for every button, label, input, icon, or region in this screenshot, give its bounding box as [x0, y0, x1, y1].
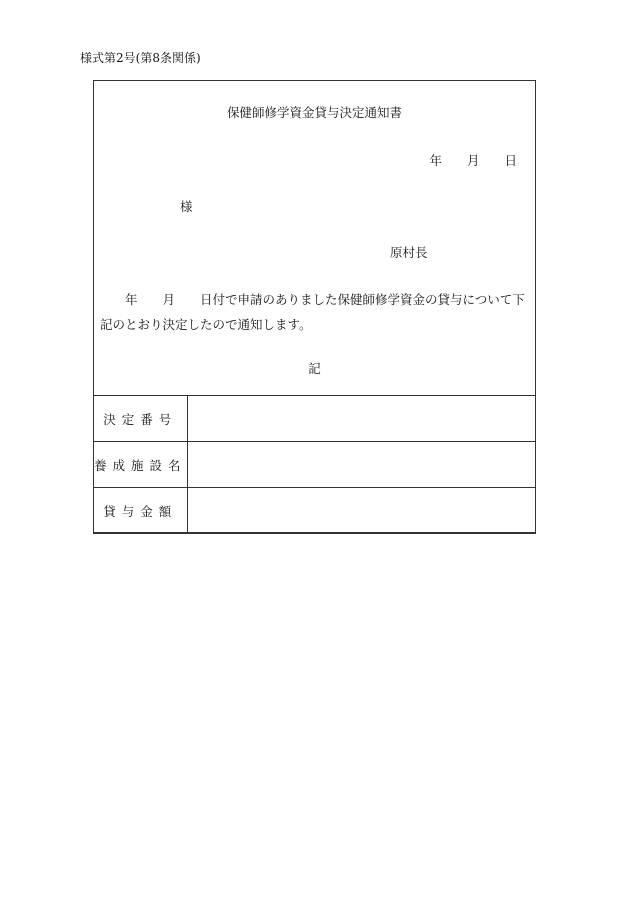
issuer: 原村長	[390, 245, 428, 260]
loan-amount-field[interactable]	[187, 488, 535, 534]
body-line-1: 年 月 日付で申請のありました保健師修学資金の貸与について下	[100, 292, 525, 307]
training-facility-label: 養成施設名	[94, 442, 188, 488]
table-row	[94, 396, 536, 442]
notice-form-box	[93, 80, 536, 533]
loan-amount-label: 貸与金額	[94, 488, 188, 534]
document-title: 保健師修学資金貸与決定通知書	[226, 105, 402, 120]
date-line: 年 月 日	[429, 153, 517, 168]
ki-heading: 記	[308, 361, 321, 376]
body-text	[100, 287, 529, 337]
details-table	[93, 395, 536, 534]
training-facility-field[interactable]	[187, 442, 535, 488]
addressee: 様	[180, 199, 193, 214]
table-row	[94, 488, 536, 534]
decision-number-label: 決定番号	[94, 396, 188, 442]
body-line-2: 記のとおり決定したので通知します。	[100, 317, 312, 332]
decision-number-field[interactable]	[187, 396, 535, 442]
table-row	[94, 442, 536, 488]
form-number: 様式第2号(第8条関係)	[80, 51, 201, 65]
